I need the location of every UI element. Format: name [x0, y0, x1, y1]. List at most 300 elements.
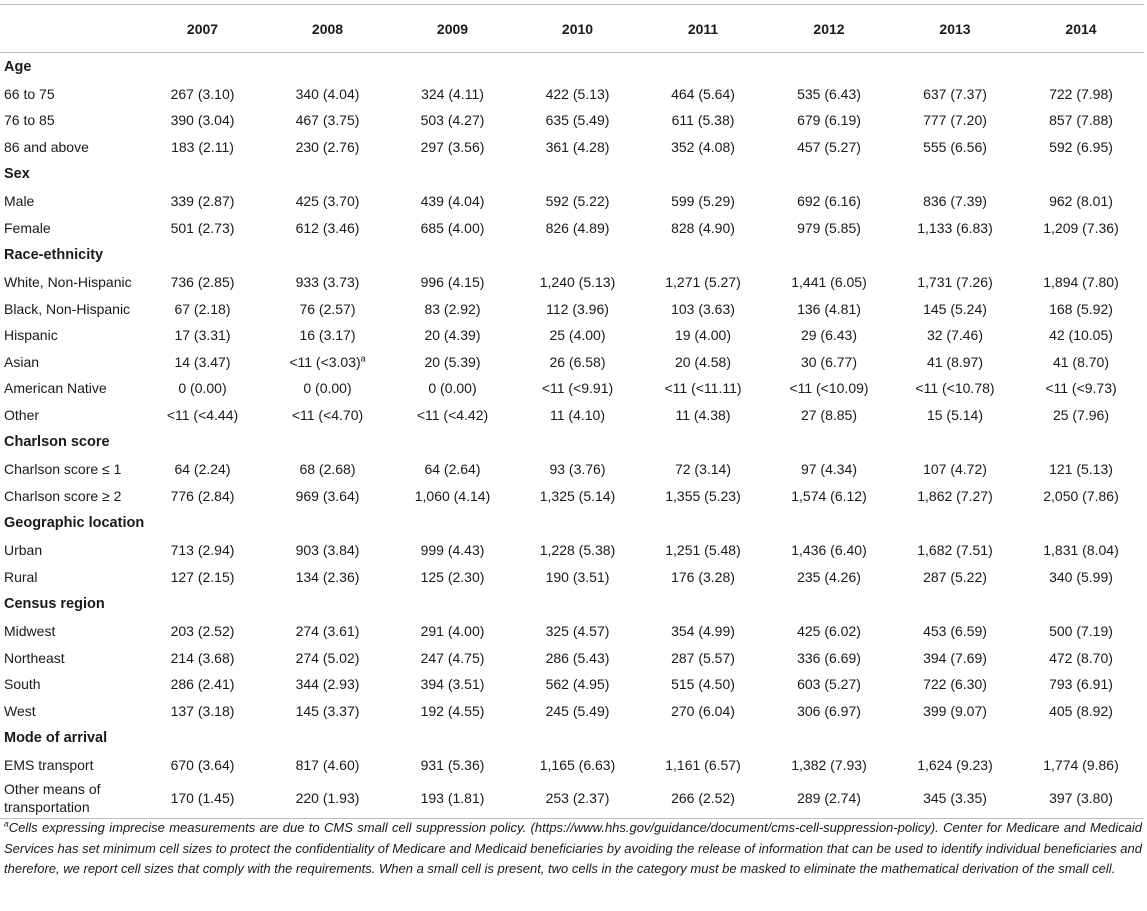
- data-cell: [140, 483, 265, 510]
- header-cell-year: 2007: [140, 5, 265, 53]
- cell-value: 637 (7.37): [923, 85, 987, 102]
- data-cell: [892, 537, 1018, 564]
- data-cell: [1018, 134, 1144, 161]
- row-label: Asian: [4, 353, 40, 370]
- cell-value: 635 (5.49): [545, 112, 610, 129]
- data-cell: [1018, 188, 1144, 215]
- table-row: [0, 107, 1144, 134]
- cell-value: 352 (4.08): [671, 138, 735, 155]
- data-cell: [515, 618, 640, 645]
- data-cell: [265, 375, 390, 402]
- cell-value: 25 (4.00): [549, 327, 606, 344]
- data-cell: [766, 483, 892, 510]
- cell-value: 776 (2.84): [170, 487, 235, 504]
- table-row: [0, 375, 1144, 402]
- cell-value: 145 (3.37): [295, 702, 360, 719]
- cell-value: 1,325 (5.14): [539, 487, 616, 504]
- cell-value: 503 (4.27): [420, 112, 485, 129]
- cell-value: 1,774 (9.86): [1043, 757, 1119, 774]
- data-cell: [140, 752, 265, 779]
- cell-value: <11 (<10.09): [789, 380, 869, 397]
- data-cell: [1018, 215, 1144, 242]
- row-label: EMS transport: [4, 757, 94, 774]
- row-label: Black, Non-Hispanic: [4, 300, 131, 317]
- data-cell: [766, 645, 892, 672]
- cell-value: 1,133 (6.83): [917, 219, 993, 236]
- data-cell: [515, 671, 640, 698]
- cell-value: 1,731 (7.26): [917, 274, 993, 291]
- cell-value: 501 (2.73): [170, 219, 235, 236]
- cell-value: 969 (3.64): [295, 487, 360, 504]
- cell-value: 83 (2.92): [424, 300, 481, 317]
- cell-value: 1,894 (7.80): [1043, 274, 1119, 291]
- cell-value: 325 (4.57): [545, 623, 610, 640]
- data-cell: [140, 618, 265, 645]
- data-cell: [766, 107, 892, 134]
- data-cell: [515, 269, 640, 296]
- table-row: [0, 188, 1144, 215]
- data-cell: [390, 188, 515, 215]
- data-cell: [390, 134, 515, 161]
- data-cell: [1018, 322, 1144, 349]
- header-cell-year: 2012: [766, 5, 892, 53]
- row-label: 76 to 85: [4, 112, 55, 129]
- data-cell: [892, 188, 1018, 215]
- table-row: [0, 81, 1144, 108]
- row-label: Charlson score ≤ 1: [4, 461, 122, 478]
- cell-value: 2,050 (7.86): [1043, 487, 1119, 504]
- data-cell: [390, 752, 515, 779]
- data-cell: [640, 564, 766, 591]
- data-cell: [640, 322, 766, 349]
- cell-value: 168 (5.92): [1049, 300, 1113, 317]
- table-row: [0, 537, 1144, 564]
- data-cell: [892, 134, 1018, 161]
- cell-value: 0 (0.00): [303, 380, 352, 397]
- data-cell: [515, 81, 640, 108]
- cell-value: 361 (4.28): [545, 138, 610, 155]
- cell-value: 453 (6.59): [923, 623, 987, 640]
- row-label: Northeast: [4, 649, 65, 666]
- cell-value: 67 (2.18): [174, 300, 231, 317]
- table-body: [0, 53, 1144, 819]
- row-label: Midwest: [4, 623, 56, 640]
- data-cell: [766, 698, 892, 725]
- cell-value: 266 (2.52): [671, 790, 735, 807]
- data-cell: [1018, 618, 1144, 645]
- data-cell: [892, 671, 1018, 698]
- cell-value: 903 (3.84): [295, 542, 360, 559]
- table-row: [0, 698, 1144, 725]
- row-label: South: [4, 676, 41, 693]
- cell-value: 1,271 (5.27): [665, 274, 741, 291]
- table-row: [0, 645, 1144, 672]
- data-cell: [1018, 269, 1144, 296]
- cell-value: 274 (3.61): [295, 623, 360, 640]
- row-label: American Native: [4, 380, 107, 397]
- data-cell: [640, 402, 766, 429]
- data-cell: [640, 698, 766, 725]
- cell-value: 15 (5.14): [926, 406, 984, 423]
- data-cell: [892, 81, 1018, 108]
- cell-value: 1,161 (6.57): [665, 757, 741, 774]
- cell-value: 19 (4.00): [674, 327, 732, 344]
- cell-value: 817 (4.60): [295, 757, 360, 774]
- data-cell: [140, 698, 265, 725]
- data-cell: [390, 483, 515, 510]
- data-cell: [892, 269, 1018, 296]
- cell-value: 996 (4.15): [420, 274, 485, 291]
- data-cell: [140, 349, 265, 376]
- data-cell: [140, 134, 265, 161]
- data-cell: [140, 537, 265, 564]
- cell-value: 253 (2.37): [545, 790, 610, 807]
- data-cell: [140, 81, 265, 108]
- table-row: [0, 671, 1144, 698]
- cell-value: 736 (2.85): [170, 274, 235, 291]
- data-cell: [265, 349, 390, 376]
- data-cell: [265, 752, 390, 779]
- data-cell: [766, 322, 892, 349]
- cell-value: 1,862 (7.27): [917, 487, 993, 504]
- row-label: Other means of transportation: [0, 779, 140, 819]
- cell-value: 685 (4.00): [420, 219, 485, 236]
- data-cell: [640, 537, 766, 564]
- cell-value: 107 (4.72): [923, 461, 987, 478]
- cell-value: 1,436 (6.40): [791, 542, 867, 559]
- cell-value: 1,624 (9.23): [917, 757, 993, 774]
- cell-value: 247 (4.75): [420, 649, 485, 666]
- data-cell: [390, 698, 515, 725]
- cell-value: 962 (8.01): [1049, 193, 1113, 210]
- data-cell: [390, 618, 515, 645]
- row-label: 86 and above: [4, 138, 89, 155]
- data-cell: [766, 296, 892, 323]
- category-heading: Census region: [4, 596, 105, 612]
- footnote-text: Cells expressing imprecise measurements are due to CMS small cell suppression policy. (https://www.hhs.gov/guidance/document/cms-cell-suppression-policy). Center for Medicare and Medicaid Services has set minimum cell sizes to protect the confidentiality of Medicare and Medicaid beneficiaries by avoiding the release of information that can be used to identify individual beneficiaries and therefore, we report cell sizes that comply with the requirements. When a small cell is present, two cells in the category must be masked to eliminate the mathematical derivation of the small cell.: [4, 820, 1142, 876]
- data-cell: [640, 269, 766, 296]
- data-cell: [892, 618, 1018, 645]
- data-cell: [515, 483, 640, 510]
- header-cell-year: 2013: [892, 5, 1018, 53]
- cell-value: 20 (4.58): [674, 353, 732, 370]
- data-cell: [390, 456, 515, 483]
- cell-value: 592 (6.95): [1049, 138, 1113, 155]
- cell-value: 354 (4.99): [671, 623, 735, 640]
- cell-value: 287 (5.22): [923, 568, 987, 585]
- data-cell: [265, 134, 390, 161]
- data-cell: [265, 402, 390, 429]
- cell-value: 16 (3.17): [299, 327, 356, 344]
- cell-value: 1,574 (6.12): [791, 487, 867, 504]
- category-row: [0, 53, 1144, 81]
- table-header-row: [0, 5, 1144, 53]
- category-heading: Race-ethnicity: [4, 247, 104, 263]
- data-cell: [766, 671, 892, 698]
- cell-value: 826 (4.89): [545, 219, 610, 236]
- data-cell: [892, 779, 1018, 819]
- row-label: West: [4, 702, 36, 719]
- data-cell: [640, 188, 766, 215]
- data-cell: [766, 134, 892, 161]
- data-cell: [515, 564, 640, 591]
- data-cell: [640, 107, 766, 134]
- cell-value: 1,831 (8.04): [1043, 542, 1119, 559]
- data-cell: [1018, 107, 1144, 134]
- data-cell: [390, 296, 515, 323]
- cell-value: 555 (6.56): [923, 138, 987, 155]
- cell-value: 692 (6.16): [797, 193, 861, 210]
- data-cell: [265, 269, 390, 296]
- cell-value: 214 (3.68): [170, 649, 235, 666]
- cell-value: 235 (4.26): [797, 568, 861, 585]
- cell-value: 394 (3.51): [420, 676, 485, 693]
- cell-value: 1,382 (7.93): [791, 757, 867, 774]
- cell-value: 390 (3.04): [170, 112, 235, 129]
- row-label: Hispanic: [4, 327, 58, 344]
- data-cell: [390, 215, 515, 242]
- data-cell: [1018, 483, 1144, 510]
- data-cell: [515, 402, 640, 429]
- cell-value: 134 (2.36): [295, 568, 360, 585]
- cell-value: 344 (2.93): [295, 676, 360, 693]
- footnote-marker: a: [4, 818, 9, 829]
- category-row: [0, 590, 1144, 618]
- cell-value: 203 (2.52): [170, 623, 235, 640]
- data-cell: [1018, 698, 1144, 725]
- cell-value: <11 (<4.70): [291, 406, 364, 423]
- table-row: [0, 269, 1144, 296]
- cell-value: 931 (5.36): [420, 757, 485, 774]
- cell-value: 20 (5.39): [424, 353, 481, 370]
- data-cell: [390, 645, 515, 672]
- data-cell: [515, 188, 640, 215]
- data-cell: [766, 81, 892, 108]
- cell-value: 1,441 (6.05): [791, 274, 867, 291]
- cell-value: 777 (7.20): [923, 112, 987, 129]
- cell-value: 72 (3.14): [674, 461, 732, 478]
- cell-value: 405 (8.92): [1049, 702, 1113, 719]
- data-cell: [515, 537, 640, 564]
- cell-value: 857 (7.88): [1049, 112, 1113, 129]
- cell-value: 193 (1.81): [420, 790, 485, 807]
- data-cell: [140, 107, 265, 134]
- cell-value: 289 (2.74): [797, 790, 861, 807]
- cell-value: 297 (3.56): [420, 138, 485, 155]
- table-row: [0, 779, 1144, 819]
- table-row: [0, 349, 1144, 376]
- cell-value: 439 (4.04): [420, 193, 485, 210]
- data-cell: [892, 752, 1018, 779]
- data-cell: [892, 456, 1018, 483]
- category-row: [0, 509, 1144, 537]
- data-cell: [265, 537, 390, 564]
- category-heading: Charlson score: [4, 434, 110, 450]
- cell-value: <11 (<4.44): [166, 406, 239, 423]
- data-cell: [640, 375, 766, 402]
- data-cell: [265, 296, 390, 323]
- cell-value: 679 (6.19): [797, 112, 861, 129]
- table-row: [0, 322, 1144, 349]
- data-cell: [140, 375, 265, 402]
- data-cell: [390, 671, 515, 698]
- cell-value: 0 (0.00): [178, 380, 227, 397]
- category-row: [0, 428, 1144, 456]
- cell-value: 828 (4.90): [671, 219, 735, 236]
- data-cell: [390, 375, 515, 402]
- cell-value: 127 (2.15): [170, 568, 235, 585]
- cell-value: <11 (<10.78): [915, 380, 995, 397]
- cell-value: <11 (<9.91): [541, 380, 614, 397]
- table-row: [0, 752, 1144, 779]
- cell-value: <11 (<3.03): [289, 353, 361, 370]
- cell-value: 1,165 (6.63): [539, 757, 616, 774]
- cell-value: 394 (7.69): [923, 649, 987, 666]
- cell-value: 339 (2.87): [170, 193, 235, 210]
- data-cell: [390, 81, 515, 108]
- footnote: [4, 818, 1142, 880]
- cell-value: 26 (6.58): [549, 353, 606, 370]
- data-cell: [515, 107, 640, 134]
- header-cell-year: 2014: [1018, 5, 1144, 53]
- data-cell: [140, 402, 265, 429]
- cell-value: 999 (4.43): [420, 542, 485, 559]
- data-cell: [140, 188, 265, 215]
- data-cell: [640, 456, 766, 483]
- cell-value: 170 (1.45): [170, 790, 235, 807]
- cell-value: 836 (7.39): [923, 193, 987, 210]
- header-cell-year: 2011: [640, 5, 766, 53]
- data-cell: [265, 215, 390, 242]
- data-cell: [1018, 564, 1144, 591]
- cell-value: 0 (0.00): [428, 380, 477, 397]
- cell-value: 1,228 (5.38): [539, 542, 616, 559]
- data-cell: [766, 188, 892, 215]
- cell-value: 722 (7.98): [1049, 85, 1113, 102]
- cell-value: 121 (5.13): [1049, 461, 1113, 478]
- data-cell: [892, 564, 1018, 591]
- data-cell: [140, 564, 265, 591]
- cell-value: 25 (7.96): [1052, 406, 1110, 423]
- data-cell: [640, 618, 766, 645]
- data-table: [0, 4, 1144, 819]
- cell-value: 192 (4.55): [420, 702, 485, 719]
- cell-value: 345 (3.35): [923, 790, 987, 807]
- data-cell: [515, 322, 640, 349]
- cell-value: 32 (7.46): [926, 327, 984, 344]
- cell-value: 76 (2.57): [299, 300, 356, 317]
- cell-value: 425 (6.02): [797, 623, 861, 640]
- cell-value: 103 (3.63): [671, 300, 735, 317]
- cell-value: 592 (5.22): [545, 193, 610, 210]
- data-cell: [140, 645, 265, 672]
- data-cell: [265, 618, 390, 645]
- cell-value: 27 (8.85): [800, 406, 858, 423]
- cell-value: 1,060 (4.14): [414, 487, 491, 504]
- cell-value: 220 (1.93): [295, 790, 360, 807]
- data-cell: [766, 752, 892, 779]
- row-label: Male: [4, 193, 35, 210]
- data-cell: [766, 269, 892, 296]
- data-cell: [766, 349, 892, 376]
- cell-value: 979 (5.85): [797, 219, 861, 236]
- data-cell: [265, 645, 390, 672]
- data-cell: [390, 269, 515, 296]
- cell-value: 136 (4.81): [797, 300, 861, 317]
- data-cell: [515, 698, 640, 725]
- cell-value: 270 (6.04): [671, 702, 735, 719]
- cell-value: 291 (4.00): [420, 623, 485, 640]
- table-row: [0, 296, 1144, 323]
- category-heading: Sex: [4, 166, 30, 182]
- cell-value: 562 (4.95): [545, 676, 610, 693]
- data-cell: [640, 645, 766, 672]
- data-cell: [265, 322, 390, 349]
- cell-value: 93 (3.76): [549, 461, 606, 478]
- cell-value: 1,209 (7.36): [1043, 219, 1119, 236]
- data-cell: [515, 456, 640, 483]
- cell-value: 230 (2.76): [295, 138, 360, 155]
- data-cell: [1018, 537, 1144, 564]
- cell-value: 20 (4.39): [424, 327, 481, 344]
- data-cell: [1018, 752, 1144, 779]
- data-cell: [140, 296, 265, 323]
- cell-value: 41 (8.70): [1052, 353, 1110, 370]
- data-cell: [390, 107, 515, 134]
- row-label: Urban: [4, 542, 43, 559]
- data-cell: [390, 402, 515, 429]
- category-row: [0, 724, 1144, 752]
- data-cell: [1018, 296, 1144, 323]
- header-cell-label: [0, 5, 140, 53]
- data-cell: [640, 752, 766, 779]
- data-cell: [1018, 671, 1144, 698]
- data-cell: [265, 698, 390, 725]
- cell-value: 422 (5.13): [545, 85, 610, 102]
- cell-value: 722 (6.30): [923, 676, 987, 693]
- table-row: [0, 134, 1144, 161]
- data-cell: [640, 215, 766, 242]
- data-cell: [515, 215, 640, 242]
- data-cell: [390, 349, 515, 376]
- data-cell: [265, 671, 390, 698]
- data-cell: [265, 779, 390, 819]
- table-row: [0, 618, 1144, 645]
- cell-value: 68 (2.68): [299, 461, 356, 478]
- data-cell: [766, 456, 892, 483]
- data-cell: [766, 375, 892, 402]
- table-row: [0, 564, 1144, 591]
- data-cell: [766, 618, 892, 645]
- table-row: [0, 402, 1144, 429]
- cell-value: 515 (4.50): [671, 676, 735, 693]
- table-row: [0, 215, 1144, 242]
- data-cell: [140, 779, 265, 819]
- data-cell: [265, 564, 390, 591]
- data-cell: [640, 349, 766, 376]
- cell-value: 399 (9.07): [923, 702, 987, 719]
- data-cell: [140, 322, 265, 349]
- cell-value: 1,355 (5.23): [665, 487, 741, 504]
- data-cell: [265, 188, 390, 215]
- data-cell: [766, 564, 892, 591]
- cell-value: 336 (6.69): [797, 649, 861, 666]
- cell-value: 324 (4.11): [421, 85, 484, 102]
- data-cell: [140, 671, 265, 698]
- data-cell: [515, 645, 640, 672]
- data-cell: [892, 296, 1018, 323]
- cell-value: 933 (3.73): [295, 274, 360, 291]
